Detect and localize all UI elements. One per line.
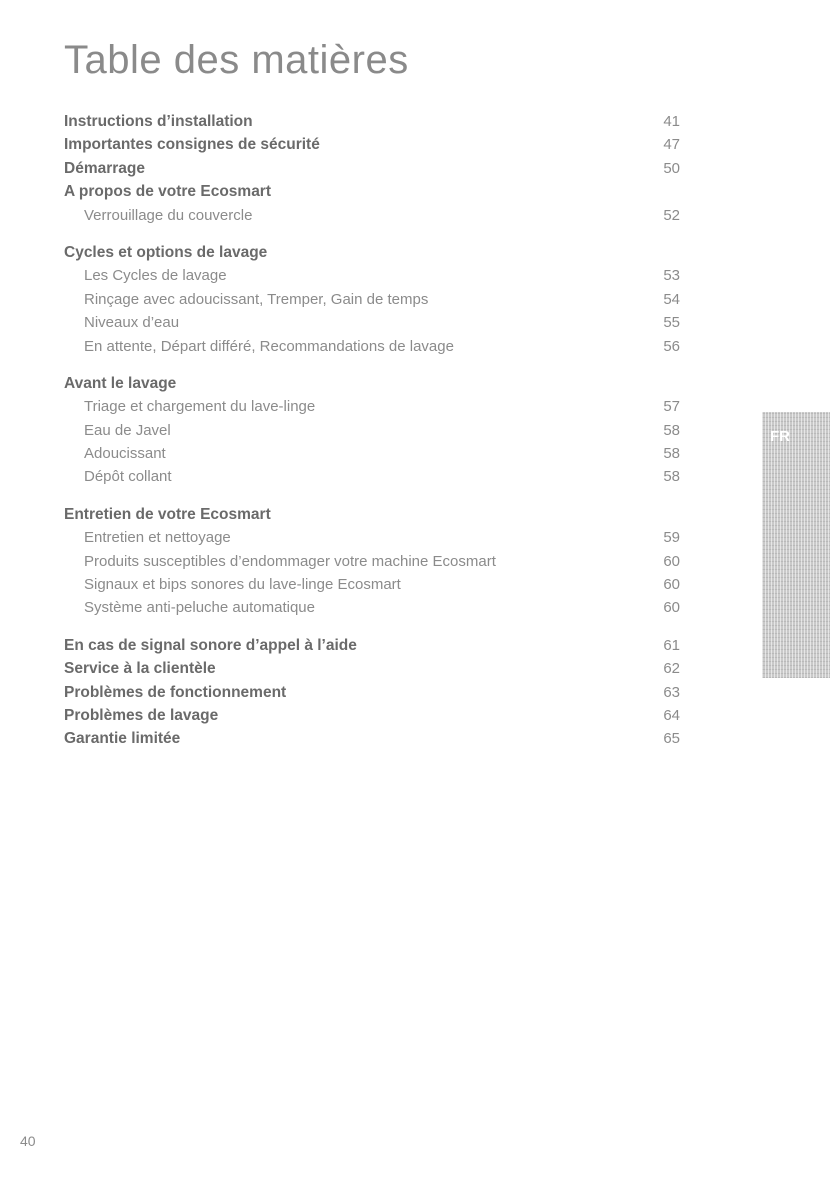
toc-entry-page: 60 [663, 599, 680, 617]
toc-entry-label: Avant le lavage [64, 374, 177, 392]
toc-section [64, 241, 684, 358]
toc-entry-page: 56 [663, 337, 680, 355]
toc-entry-label: Service à la clientèle [64, 660, 216, 678]
toc-entry-page: 58 [663, 468, 680, 486]
toc-entry-page: 50 [663, 159, 680, 177]
toc-entry-label: Eau de Javel [84, 421, 171, 439]
toc-heading-row [64, 727, 684, 750]
toc-entry-page: 61 [663, 636, 680, 654]
toc-entry-page: 60 [663, 552, 680, 570]
toc-entry-label: Entretien de votre Ecosmart [64, 505, 271, 523]
toc-entry-label: Les Cycles de lavage [84, 267, 227, 285]
toc-entry-label: Verrouillage du couvercle [84, 206, 253, 224]
toc-entry-page: 41 [663, 113, 680, 130]
toc-entry-page: 55 [663, 314, 680, 332]
page-number: 40 [20, 1133, 36, 1149]
toc-entry-label: Problèmes de lavage [64, 706, 219, 724]
toc-heading-row [64, 657, 684, 680]
toc-section [64, 110, 684, 227]
toc-entry-page: 58 [663, 445, 680, 463]
toc-section [64, 372, 684, 489]
toc-entry-label: Importantes consignes de sécurité [64, 136, 320, 154]
toc-heading-row [64, 372, 684, 395]
toc-heading-row [64, 133, 684, 156]
toc-subentry-row [64, 550, 684, 573]
toc-heading-row [64, 704, 684, 727]
toc-subentry-row [64, 573, 684, 596]
toc-entry-page: 59 [663, 529, 680, 547]
table-of-contents [64, 110, 684, 765]
toc-entry-label: Rinçage avec adoucissant, Tremper, Gain de temps [84, 290, 429, 308]
toc-entry-page: 63 [663, 683, 680, 701]
toc-section [64, 503, 684, 620]
toc-heading-row [64, 634, 684, 657]
toc-heading-row [64, 110, 684, 133]
toc-entry-label: Démarrage [64, 159, 145, 177]
toc-entry-label: En cas de signal sonore d’appel à l’aide [64, 636, 357, 654]
toc-heading-row [64, 241, 684, 264]
toc-entry-page: 62 [663, 660, 680, 678]
toc-subentry-row [64, 465, 684, 488]
toc-entry-label: Système anti-peluche automatique [84, 599, 315, 617]
toc-entry-page: 47 [663, 136, 680, 154]
toc-entry-label: Cycles et options de lavage [64, 243, 268, 261]
toc-heading-row [64, 681, 684, 704]
toc-entry-label: Produits susceptibles d’endommager votre machine Ecosmart [84, 552, 496, 570]
toc-entry-label: Instructions d’installation [64, 113, 253, 130]
toc-entry-label: Dépôt collant [84, 468, 172, 486]
language-side-tab [762, 412, 830, 678]
toc-subentry-row [64, 311, 684, 334]
toc-subentry-row [64, 526, 684, 549]
toc-subentry-row [64, 419, 684, 442]
toc-subentry-row [64, 288, 684, 311]
toc-entry-label: Triage et chargement du lave-linge [84, 398, 316, 416]
toc-entry-page: 53 [663, 267, 680, 285]
toc-subentry-row [64, 204, 684, 227]
language-tab-label: FR [770, 428, 790, 445]
toc-entry-page: 54 [663, 290, 680, 308]
toc-entry-page: 64 [663, 706, 680, 724]
toc-entry-page: 57 [663, 398, 680, 416]
toc-entry-label: A propos de votre Ecosmart [64, 183, 272, 201]
toc-entry-label: Niveaux d’eau [84, 314, 180, 332]
toc-entry-label: Entretien et nettoyage [84, 529, 231, 547]
toc-subentry-row [64, 264, 684, 287]
toc-heading-row [64, 157, 684, 180]
toc-heading-row [64, 180, 684, 203]
toc-subentry-row [64, 335, 684, 358]
toc-entry-label: Signaux et bips sonores du lave-linge Ecosmart [84, 576, 401, 594]
toc-entry-label: Garantie limitée [64, 730, 181, 748]
toc-entry-label: Adoucissant [84, 445, 166, 463]
toc-entry-page: 58 [663, 421, 680, 439]
toc-entry-page: 52 [663, 206, 680, 224]
toc-entry-label: En attente, Départ différé, Recommandations de lavage [84, 337, 454, 355]
toc-heading-row [64, 503, 684, 526]
toc-entry-page: 65 [663, 730, 680, 748]
toc-entry-label: Problèmes de fonctionnement [64, 683, 287, 701]
toc-subentry-row [64, 442, 684, 465]
toc-subentry-row [64, 395, 684, 418]
page-title: Table des matières [64, 38, 409, 82]
toc-subentry-row [64, 596, 684, 619]
toc-entry-page: 60 [663, 576, 680, 594]
toc-section [64, 634, 684, 751]
